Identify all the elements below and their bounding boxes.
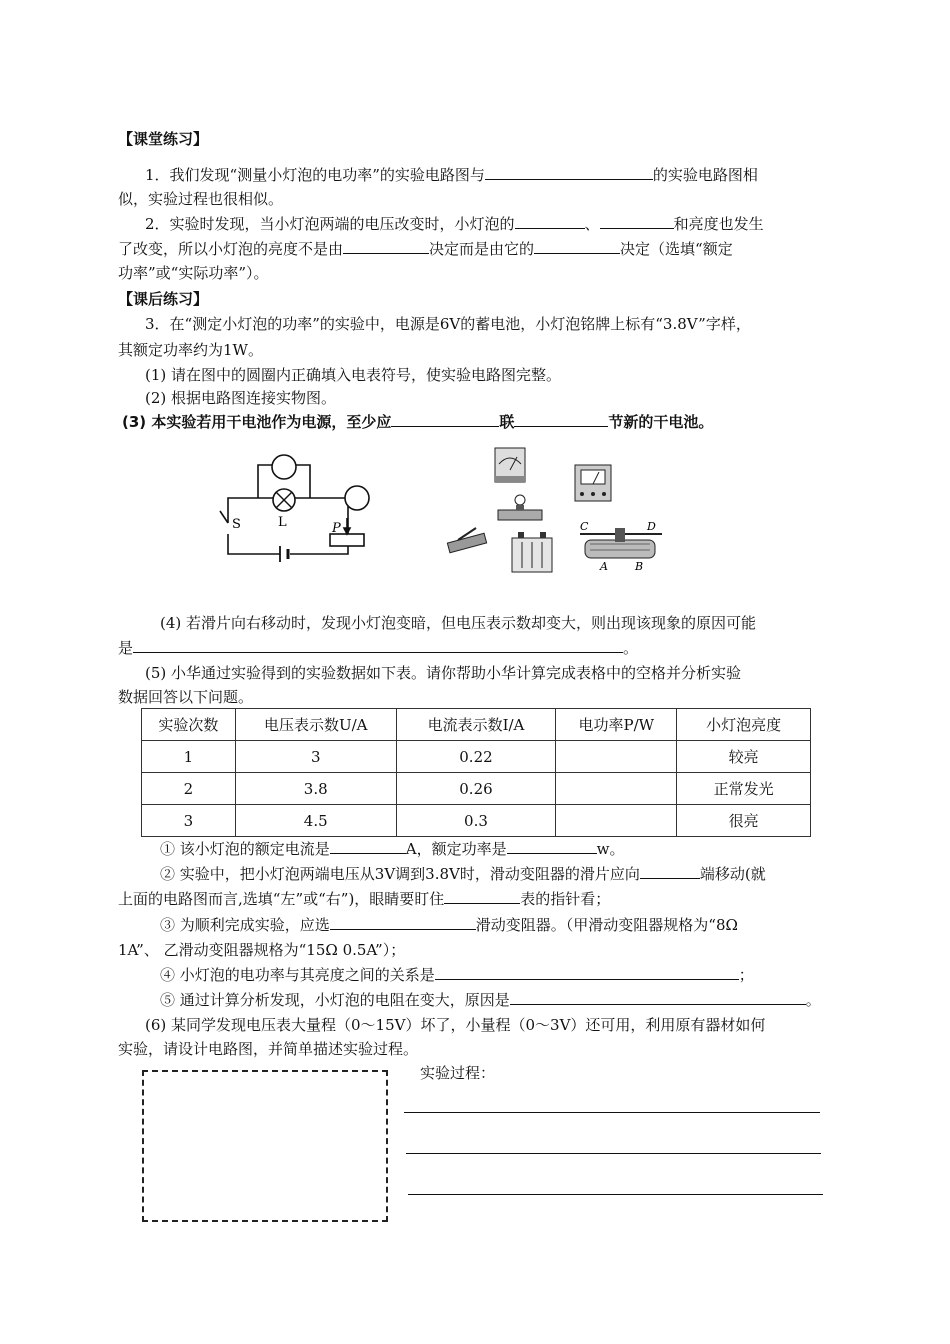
s1-blank-2[interactable] (507, 839, 597, 854)
apparatus-illustration (440, 440, 680, 580)
s2-text-a: ② 实验中，把小灯泡两端电压从3V调到3.8V时，滑动变阻器的滑片应向 (160, 865, 640, 883)
q1-text-b: 的实验电路图相 (652, 166, 758, 184)
sub-question-3-line-2: 1A”、 乙滑动变阻器规格为“15Ω 0.5A”）； (118, 941, 406, 959)
q1-text-a: 1．我们发现“测量小灯泡的电功率”的实验电路图与 (145, 166, 485, 184)
question-2-line-2 (118, 238, 733, 259)
question-2-line-1 (145, 213, 764, 234)
q2-blank-2[interactable] (600, 214, 674, 229)
s5-end: 。 (805, 991, 821, 1009)
data-table (141, 708, 811, 837)
p4-end: 。 (623, 639, 639, 657)
q3-part-4-line-1: (4) 若滑片向右移动时，发现小灯泡变暗，但电压表示数却变大，则出现该现象的原因可能 (160, 614, 757, 632)
table-cell: 0.22 (396, 741, 556, 773)
table-header-cell: 电功率P/W (556, 709, 677, 741)
s4-text-a: ④ 小灯泡的电功率与其亮度之间的关系是 (160, 966, 435, 984)
lamp-label: L (278, 515, 287, 530)
q2-text-a: 2．实验时发现，当小灯泡两端的电压改变时，小灯泡的 (145, 215, 515, 233)
s3-text-b: 滑动变阻器。（甲滑动变阻器规格为“8Ω (475, 916, 738, 934)
table-cell: 很亮 (677, 805, 811, 837)
switch-label: S (232, 517, 241, 532)
slider-label: P (332, 521, 341, 536)
table-cell: 3 (235, 741, 396, 773)
ammeter-image (575, 465, 611, 501)
table-header-cell: 电流表示数I/A (396, 709, 556, 741)
sub-question-2-line-1 (160, 863, 766, 884)
q3-text-a: 3．在“测定小灯泡的功率”的实验中，电源是6V的蓄电池，小灯泡铭牌上标有“3.8V”字样， (145, 315, 751, 333)
q3-part-6-line-2: 实验，请设计电路图，并简单描述实验过程。 (118, 1040, 419, 1058)
s4-end: ； (738, 966, 754, 984)
p3-text-a: (3) 本实验若用干电池作为电源，至少应 (122, 413, 392, 431)
s2-text-b: 端移动(就 (699, 865, 766, 883)
sub-question-5 (160, 989, 821, 1010)
homework-heading: 【课后练习】 (118, 290, 209, 308)
s1-blank-1[interactable] (330, 839, 406, 854)
terminal-c-label: C (580, 520, 589, 533)
s1-text-c: w。 (596, 840, 625, 858)
q3-part-4-line-2 (118, 637, 638, 658)
s2-blank-2[interactable] (444, 889, 520, 904)
table-cell: 3 (142, 805, 236, 837)
p4-text-b: 是 (118, 639, 134, 657)
sub-question-3-line-1 (160, 914, 738, 935)
table-cell: 较亮 (677, 741, 811, 773)
q2-text-f: 功率”或“实际功率”）。 (118, 264, 269, 282)
answer-line[interactable] (408, 1194, 823, 1195)
s4-blank[interactable] (435, 965, 739, 980)
table-cell: 0.3 (396, 805, 556, 837)
sub-question-4 (160, 964, 754, 985)
class-practice-heading: 【课堂练习】 (118, 130, 209, 148)
question-1-line-1 (145, 164, 758, 185)
table-row (142, 773, 811, 805)
q1-blank[interactable] (485, 165, 653, 180)
answer-line[interactable] (406, 1153, 821, 1154)
table-cell: 0.26 (396, 773, 556, 805)
q3-text-b: 其额定功率约为1W。 (118, 341, 263, 359)
p3-blank-2[interactable] (514, 412, 608, 427)
q2-sep: 、 (584, 215, 600, 233)
table-header-cell: 小灯泡亮度 (677, 709, 811, 741)
q3-part-5-line-1: (5) 小华通过实验得到的实验数据如下表。请你帮助小华计算完成表格中的空格并分析实验 (145, 664, 742, 682)
q2-text-e: 决定（选填“额定 (620, 240, 733, 258)
table-header-cell: 实验次数 (142, 709, 236, 741)
s2-blank-1[interactable] (640, 864, 700, 879)
table-header-cell: 电压表示数U/A (235, 709, 396, 741)
terminal-d-label: D (647, 520, 656, 533)
p3-text-b: 联 (499, 413, 515, 431)
voltmeter-image (495, 448, 525, 482)
q3-part-2: (2) 根据电路图连接实物图。 (145, 389, 337, 407)
process-label: 实验过程： (420, 1064, 496, 1082)
table-row (142, 805, 811, 837)
q3-part-5-line-2: 数据回答以下问题。 (118, 688, 254, 706)
table-cell: 4.5 (235, 805, 396, 837)
s1-text-a: ① 该小灯泡的额定电流是 (160, 840, 330, 858)
meter-circle-top[interactable] (272, 455, 296, 479)
s5-text-a: ⑤ 通过计算分析发现，小灯泡的电阻在变大，原因是 (160, 991, 510, 1009)
power-blank-cell[interactable] (556, 805, 677, 837)
sub-question-1 (160, 838, 624, 859)
s3-blank[interactable] (330, 915, 476, 930)
q2-blank-1[interactable] (515, 214, 585, 229)
battery-image (512, 532, 552, 572)
table-cell: 2 (142, 773, 236, 805)
table-cell: 3.8 (235, 773, 396, 805)
circuit-diagram (200, 448, 380, 578)
table-row (142, 741, 811, 773)
q2-text-b: 和亮度也发生 (673, 215, 764, 233)
q1-text-c: 似，实验过程也很相似。 (118, 190, 284, 208)
s3-text-a: ③ 为顺利完成实验，应选 (160, 916, 330, 934)
q2-text-d: 决定而是由它的 (429, 240, 535, 258)
p3-blank-1[interactable] (391, 412, 499, 427)
table-cell: 1 (142, 741, 236, 773)
q2-text-c: 了改变，所以小灯泡的亮度不是由 (118, 240, 344, 258)
q3-part-3 (122, 411, 713, 432)
s2-text-c: 上面的电路图而言,选填“左”或“右”)，眼睛要盯住 (118, 890, 445, 908)
power-blank-cell[interactable] (556, 773, 677, 805)
switch-image (447, 528, 486, 553)
power-blank-cell[interactable] (556, 741, 677, 773)
s5-blank[interactable] (510, 990, 806, 1005)
circuit-design-box[interactable] (142, 1070, 388, 1222)
table-header-row (142, 709, 811, 741)
meter-circle-right[interactable] (345, 486, 369, 510)
terminal-a-label: A (600, 560, 608, 573)
bulb-image (498, 495, 542, 520)
q2-blank-4[interactable] (534, 239, 620, 254)
s2-text-d: 表的指针看； (520, 890, 611, 908)
q3-part-6-line-1: (6) 某同学发现电压表大量程（0～15V）坏了，小量程（0～3V）还可用，利用原有器材如何 (145, 1016, 766, 1034)
table-cell: 正常发光 (677, 773, 811, 805)
p3-text-c: 节新的干电池。 (608, 413, 714, 431)
s1-text-b: A，额定功率是 (405, 840, 507, 858)
answer-line[interactable] (404, 1112, 820, 1113)
terminal-b-label: B (635, 560, 644, 573)
p4-blank[interactable] (133, 638, 623, 653)
q3-part-1: (1) 请在图中的圆圈内正确填入电表符号，使实验电路图完整。 (145, 366, 562, 384)
sub-question-2-line-2 (118, 888, 610, 909)
q2-blank-3[interactable] (343, 239, 429, 254)
